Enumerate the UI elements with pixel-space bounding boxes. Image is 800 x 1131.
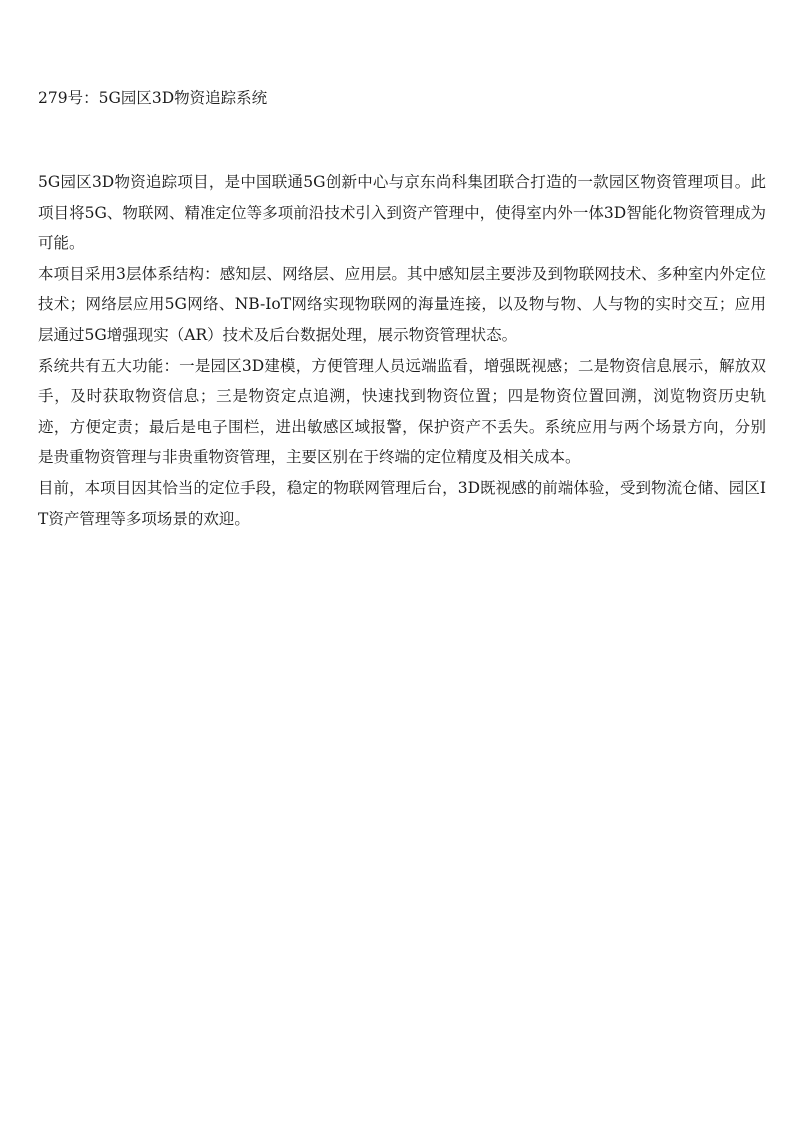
document-body xyxy=(38,167,766,534)
paragraph-conclusion: 目前，本项目因其恰当的定位手段，稳定的物联网管理后台，3D既视感的前端体验，受到物流仓储、园区IT资产管理等多项场景的欢迎。 xyxy=(38,478,766,528)
document-title: 279号：5G园区3D物资追踪系统 xyxy=(38,89,268,107)
paragraph-functions: 系统共有五大功能：一是园区3D建模，方便管理人员远端监看，增强既视感；二是物资信息展示，解放双手，及时获取物资信息；三是物资定点追溯，快速找到物资位置；四是物资位置回溯，浏览物资历史轨迹，方便定责；最后是电子围栏，进出敏感区域报警，保护资产不丢失。系统应用与两个场景方向，分别是贵重物资管理与非贵重物资管理，主要区别在于终端的定位精度及相关成本。 xyxy=(38,356,766,467)
paragraph-architecture: 本项目采用3层体系结构：感知层、网络层、应用层。其中感知层主要涉及到物联网技术、多种室内外定位技术；网络层应用5G网络、NB-IoT网络实现物联网的海量连接，以及物与物、人与物的实时交互；应用层通过5G增强现实（AR）技术及后台数据处理，展示物资管理状态。 xyxy=(38,264,766,344)
paragraph-intro: 5G园区3D物资追踪项目，是中国联通5G创新中心与京东尚科集团联合打造的一款园区物资管理项目。此项目将5G、物联网、精准定位等多项前沿技术引入到资产管理中，使得室内外一体3D智能化物资管理成为可能。 xyxy=(38,173,766,253)
